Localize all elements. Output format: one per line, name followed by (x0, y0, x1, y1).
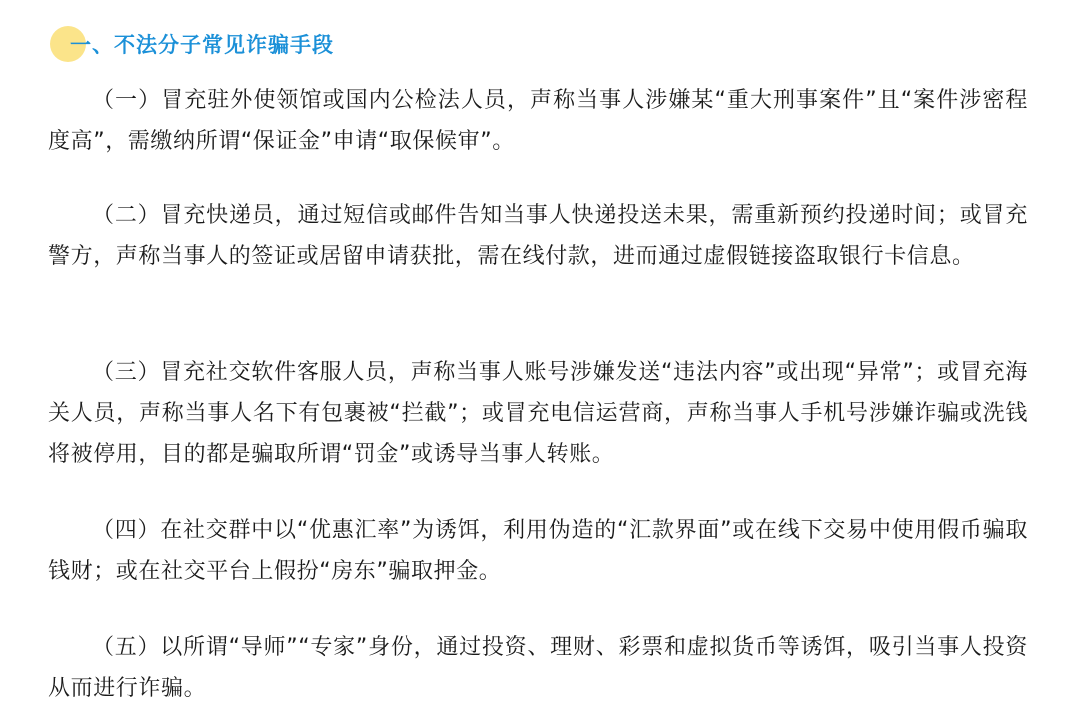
section-heading (50, 24, 334, 64)
paragraph-1: （一）冒充驻外使领馆或国内公检法人员，声称当事人涉嫌某“重大刑事案件”且“案件涉密程度高”，需缴纳所谓“保证金”申请“取保候审”。 (48, 88, 1028, 154)
paragraph-2: （二）冒充快递员，通过短信或邮件告知当事人快递投送未果，需重新预约投递时间；或冒充警方，声称当事人的签证或居留申请获批，需在线付款，进而通过虚假链接盗取银行卡信息。 (48, 203, 1028, 269)
paragraph-5: （五）以所谓“导师”“专家”身份，通过投资、理财、彩票和虚拟货币等诱饵，吸引当事人投资从而进行诈骗。 (48, 635, 1028, 701)
paragraph-3: （三）冒充社交软件客服人员，声称当事人账号涉嫌发送“违法内容”或出现“异常”；或冒充海关人员，声称当事人名下有包裹被“拦截”；或冒充电信运营商，声称当事人手机号涉嫌诈骗或洗钱将被停用，目的都是骗取所谓“罚金”或诱导当事人转账。 (48, 360, 1028, 467)
section-heading-text: 一、不法分子常见诈骗手段 (70, 33, 334, 57)
paragraph-4: （四）在社交群中以“优惠汇率”为诱饵，利用伪造的“汇款界面”或在线下交易中使用假币骗取钱财；或在社交平台上假扮“房东”骗取押金。 (48, 518, 1028, 584)
